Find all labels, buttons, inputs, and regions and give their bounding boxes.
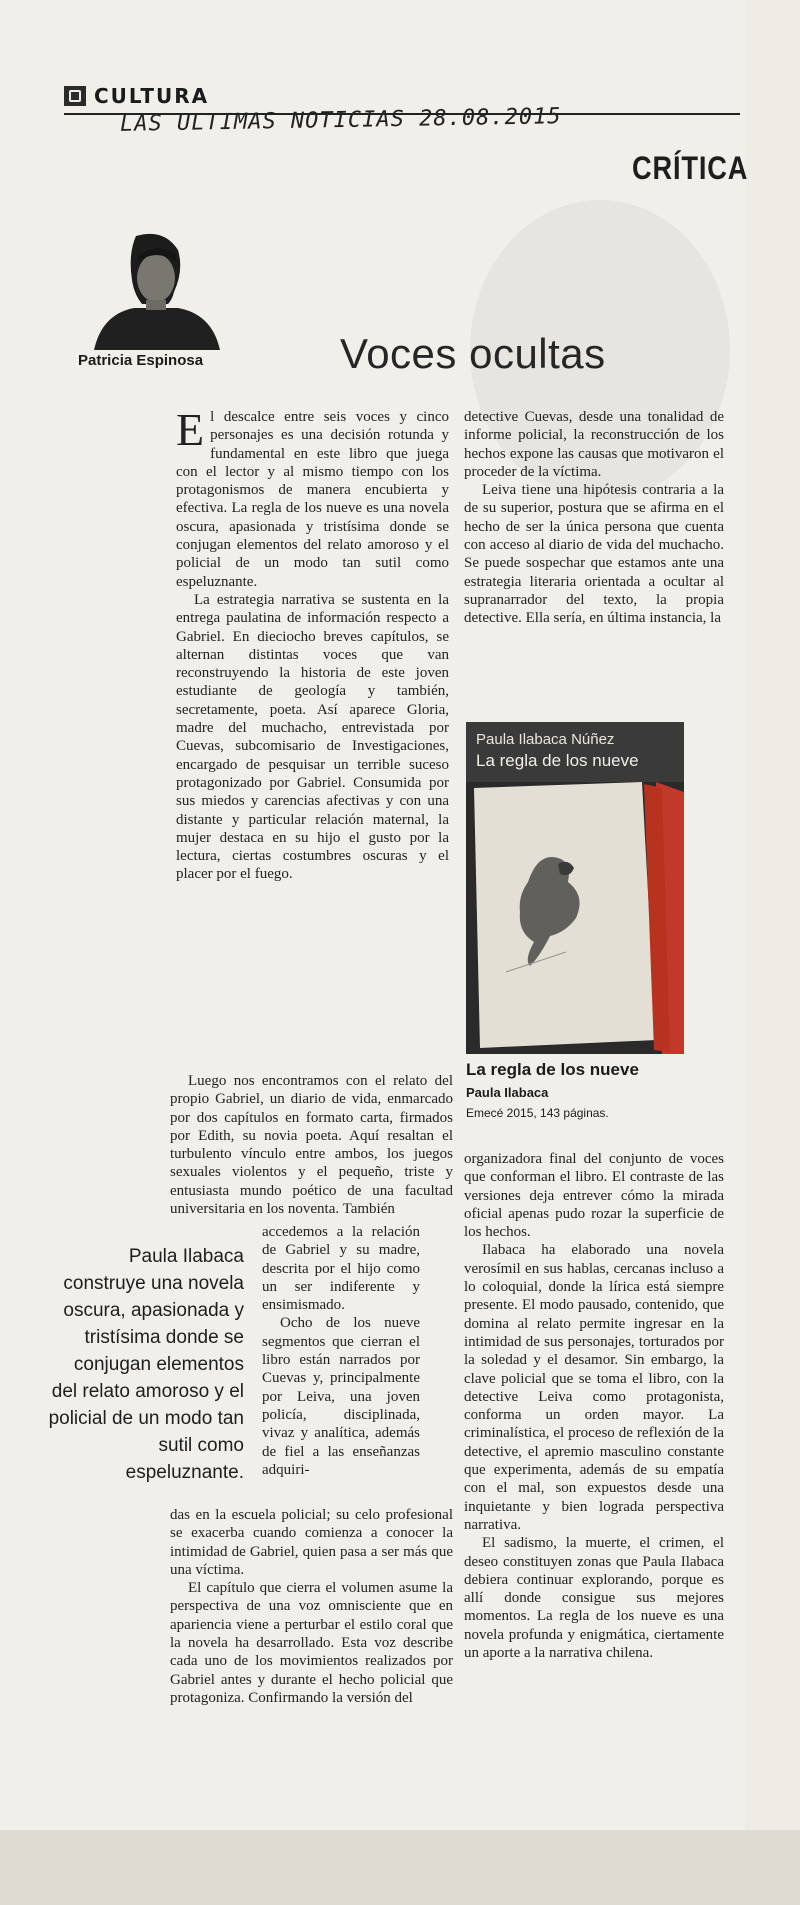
paragraph-intro: El descalce entre seis voces y cinco personajes es una decisión rotunda y fundamental en este libro que juega con el lector y al mismo tiempo con los protagonismos de manera encubierta y efectiva. La regla de los nueve es una novela oscura, apasionada y tristísima donde se conjugan elementos del relato amoroso y el policial de un modo tan sutil como espeluznante. [176, 404, 449, 590]
paragraph-ilabaca: Ilabaca ha elaborado una novela verosímil en sus hablas, cercanas incluso a lo coloquial, donde la lírica está siempre presente. El modo pausado, contenido, que domina al relato permite ingresar en la intimidad de sus personajes, torturados por la soledad y el desamor. Sin embargo, la clave policial que se toma el libro, con la detective Leiva como protagonista, conforma un orden mayor. La criminalística, el proceso de reflexión de la detective, el apremio masculino constante que experimenta, además de su empatía con el mal, son expuestos desde una inquietante y bien lograda perspectiva narrativa. [464, 1242, 724, 1533]
author-name: Patricia Espinosa [78, 352, 204, 369]
paragraph-organizer: organizadora final del conjunto de voces que conforman el libro. El contraste de las versiones deja entrever cómo la mirada oficial apenas pudo rozar la superficie de los hechos. [464, 1151, 724, 1241]
book-cover-title: La regla de los nueve [476, 751, 639, 770]
article-title: Voces ocultas [340, 330, 606, 377]
book-cover-image [466, 722, 684, 1054]
column-1-narrow [262, 1223, 420, 1479]
handwritten-source-note: LAS ULTIMAS NOTICIAS 28.08.2015 [119, 104, 562, 137]
scan-margin-right [745, 0, 800, 1905]
paragraph-gabriel: Luego nos encontramos con el relato del propio Gabriel, un diario de vida, enmarcado por dos capítulos en formato carta, firmados por Edith, su novia poeta. Aquí resaltan el turbulento vínculo entre ambos, los juegos sexuales violentos y el pequeño, triste y entusiasta mundo poético de una facultad universitaria en los noventa. También [170, 1073, 453, 1218]
paragraph-cuevas: detective Cuevas, desde una tonalidad de informe policial, la reconstrucción de los hechos expone las causas que motivaron el proceder de la víctima. [464, 409, 724, 480]
paragraph-mother: accedemos a la relación de Gabriel y su madre, descrita por el hijo como un ser indiferente y ensimismado. [262, 1224, 420, 1314]
section-name: CULTURA [94, 84, 210, 108]
column-1-bottom [170, 1506, 453, 1707]
book-caption-title: La regla de los nueve [466, 1060, 639, 1079]
column-1-top [176, 404, 449, 884]
paragraph-leiva-cont: das en la escuela policial; su celo profesional se exacerba cuando comienza a conocer la intimidad de Gabriel, quien pasa a ser más que una víctima. [170, 1507, 453, 1578]
column-1-middle [170, 1072, 453, 1218]
scan-margin-bottom [0, 1830, 800, 1905]
section-header [64, 84, 209, 108]
book-caption-publisher: Emecé 2015, 143 páginas. [466, 1106, 609, 1120]
section-logo-icon [64, 86, 86, 106]
column-2-top [464, 408, 724, 628]
column-2-bottom [464, 1150, 724, 1662]
paragraph-hypothesis: Leiva tiene una hipótesis contraria a la de su superior, postura que se afirma en el hecho de ser la única persona que cuenta con acceso al diario de vida del muchacho. Se puede sospechar que estamos ante una estrategia literaria orientada a ocultar al supranarrador del texto, la propia detective. Ella sería, en última instancia, la [464, 482, 724, 627]
book-cover-author: Paula Ilabaca Núñez [476, 731, 615, 748]
paragraph-final-chapter: El capítulo que cierra el volumen asume la perspectiva de una voz omnisciente que en apariencia viene a perturbar el estilo coral que la novela ha desarrollado. Esta voz describe cada uno de los movimientos realizados por Gabriel antes y durante el hecho policial que protagoniza. Confirmando la versión del [170, 1580, 453, 1706]
paragraph-leiva: Ocho de los nueve segmentos que cierran el libro están narrados por Cuevas y, principalmente por Leiva, una joven policía, disciplinada, vivaz y analítica, además de fiel a las enseñanzas adquiri- [262, 1315, 420, 1478]
drop-cap: E [176, 404, 205, 455]
paragraph-strategy: La estrategia narrativa se sustenta en la entrega paulatina de información respecto a Gabriel. En dieciocho breves capítulos, se alternan distintas voces que van reconstruyendo la historia de este joven estudiante de geología y también, secretamente, poeta. Así aparece Gloria, madre del muchacho, entrevistada por Cuevas, subcomisario de Investigaciones, encargado de pesquisar un terrible suceso protagonizado por Gabriel. Consumida por sus miedos y carencias afectivas y con una distante y particular relación maternal, la mujer destaca en su hijo el gusto por la lectura, ciertas costumbres oscuras y el placer por el fuego. [176, 591, 449, 883]
pull-quote: Paula Ilabaca construye una novela oscura, apasionada y tristísima donde se conjugan elementos del relato amoroso y el policial de un modo tan sutil como espeluznante. [48, 1246, 244, 1483]
book-caption-author: Paula Ilabaca [466, 1085, 549, 1100]
category-label: CRÍTICA [632, 150, 749, 186]
author-photo [74, 226, 224, 350]
paragraph-conclusion: El sadismo, la muerte, el crimen, el deseo constituyen zonas que Paula Ilabaca debiera continuar explorando, porque es allí donde consigue sus mejores momentos. La regla de los nueve es una novela profunda y enigmática, ciertamente un aporte a la narrativa chilena. [464, 1535, 724, 1662]
